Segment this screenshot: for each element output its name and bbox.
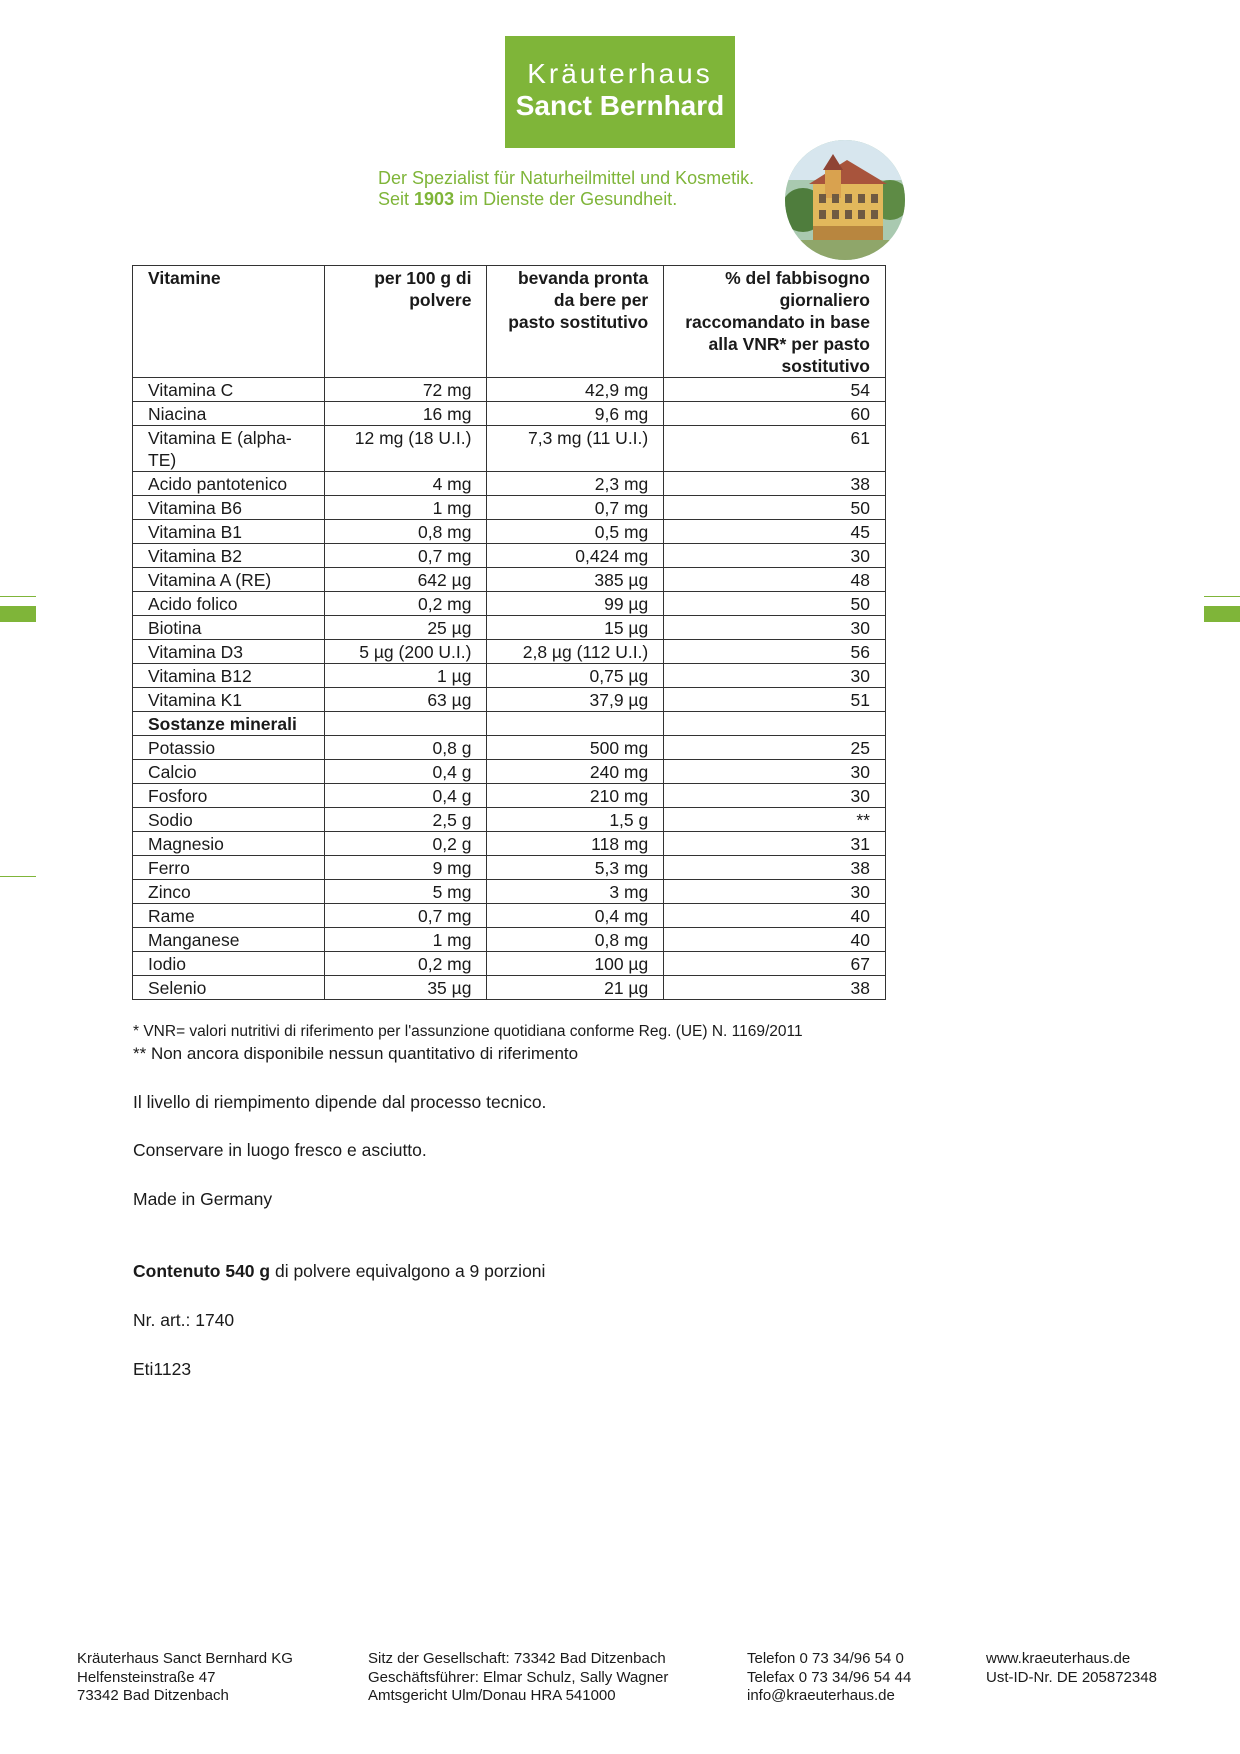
brand-logo-line2: Sanct Bernhard xyxy=(515,90,725,121)
daily-percent-cell: 48 xyxy=(664,568,886,592)
footer-phone: Telefon 0 73 34/96 54 0 xyxy=(747,1650,904,1667)
ready-drink-cell: 3 mg xyxy=(487,880,664,904)
table-row xyxy=(133,880,886,904)
footnote-no-reference: ** Non ancora disponibile nessun quantitativo di riferimento xyxy=(133,1044,579,1063)
footer-contact xyxy=(747,1650,911,1706)
ready-drink-cell: 0,4 mg xyxy=(487,904,664,928)
nutrient-name-cell: Manganese xyxy=(133,928,325,952)
tagline-year: 1903 xyxy=(414,189,455,209)
header-ready-drink: bevanda pronta da bere per pasto sostitutivo xyxy=(487,266,664,378)
per-100g-cell: 16 mg xyxy=(324,402,487,426)
table-row xyxy=(133,640,886,664)
daily-percent-cell: 60 xyxy=(664,402,886,426)
nutrient-name-cell: Vitamina B12 xyxy=(133,664,325,688)
per-100g-cell: 35 µg xyxy=(324,976,487,1000)
fold-mark-right xyxy=(1204,606,1240,622)
daily-percent-cell: 31 xyxy=(664,832,886,856)
nutrient-name-cell: Vitamina E (alpha-TE) xyxy=(133,426,325,472)
table-row xyxy=(133,592,886,616)
per-100g-cell: 5 mg xyxy=(324,880,487,904)
footer-company xyxy=(77,1650,293,1706)
per-100g-cell: 1 mg xyxy=(324,496,487,520)
table-row xyxy=(133,808,886,832)
daily-percent-cell: 30 xyxy=(664,664,886,688)
footer-website-link[interactable]: www.kraeuterhaus.de xyxy=(986,1650,1131,1667)
origin-note: Made in Germany xyxy=(133,1189,273,1209)
table-row xyxy=(133,402,886,426)
ready-drink-cell: 2,3 mg xyxy=(487,472,664,496)
ready-drink-cell: 2,8 µg (112 U.I.) xyxy=(487,640,664,664)
per-100g-cell: 0,2 mg xyxy=(324,952,487,976)
table-row xyxy=(133,472,886,496)
per-100g-cell: 12 mg (18 U.I.) xyxy=(324,426,487,472)
per-100g-cell: 2,5 g xyxy=(324,808,487,832)
ready-drink-cell: 15 µg xyxy=(487,616,664,640)
table-section-row xyxy=(133,712,886,736)
per-100g-cell: 0,8 g xyxy=(324,736,487,760)
ready-drink-cell: 0,424 mg xyxy=(487,544,664,568)
nutrient-name-cell: Zinco xyxy=(133,880,325,904)
ready-drink-cell: 21 µg xyxy=(487,976,664,1000)
brand-tagline xyxy=(378,168,754,210)
table-row xyxy=(133,736,886,760)
table-row xyxy=(133,496,886,520)
ready-drink-cell: 1,5 g xyxy=(487,808,664,832)
per-100g-cell: 1 mg xyxy=(324,928,487,952)
nutrient-name-cell: Iodio xyxy=(133,952,325,976)
tagline-line2: Seit 1903 im Dienste der Gesundheit. xyxy=(378,189,678,209)
ready-drink-cell: 9,6 mg xyxy=(487,402,664,426)
ready-drink-cell: 5,3 mg xyxy=(487,856,664,880)
table-row xyxy=(133,856,886,880)
daily-percent-cell: 40 xyxy=(664,904,886,928)
ready-drink-cell: 210 mg xyxy=(487,784,664,808)
fill-level-note: Il livello di riempimento dipende dal processo tecnico. xyxy=(133,1092,547,1112)
per-100g-cell xyxy=(324,712,487,736)
nutrient-name-cell: Vitamina B2 xyxy=(133,544,325,568)
article-number: Nr. art.: 1740 xyxy=(133,1310,235,1330)
per-100g-cell: 9 mg xyxy=(324,856,487,880)
nutrient-name-cell: Acido pantotenico xyxy=(133,472,325,496)
per-100g-cell: 0,4 g xyxy=(324,760,487,784)
footer-vat-id: Ust-ID-Nr. DE 205872348 xyxy=(986,1668,1157,1686)
table-row xyxy=(133,616,886,640)
daily-percent-cell: 25 xyxy=(664,736,886,760)
footnote-vnr: * VNR= valori nutritivi di riferimento per l'assunzione quotidiana conforme Reg. (UE) N. 1169/2011 xyxy=(133,1023,803,1040)
ready-drink-cell: 37,9 µg xyxy=(487,688,664,712)
nutrient-name-cell: Vitamina D3 xyxy=(133,640,325,664)
daily-percent-cell: 30 xyxy=(664,544,886,568)
footnotes xyxy=(133,1021,803,1065)
content-note: Contenuto 540 g di polvere equivalgono a 9 porzioni xyxy=(133,1261,546,1281)
fold-mark-line-right xyxy=(1204,596,1240,597)
ready-drink-cell: 0,5 mg xyxy=(487,520,664,544)
nutrient-name-cell: Potassio xyxy=(133,736,325,760)
footer-legal xyxy=(368,1650,668,1706)
nutrient-name-cell: Rame xyxy=(133,904,325,928)
nutrient-name-cell: Acido folico xyxy=(133,592,325,616)
header-vitamine: Vitamine xyxy=(133,266,325,378)
ready-drink-cell: 0,7 mg xyxy=(487,496,664,520)
ready-drink-cell: 240 mg xyxy=(487,760,664,784)
table-row xyxy=(133,568,886,592)
ready-drink-cell: 500 mg xyxy=(487,736,664,760)
daily-percent-cell: ** xyxy=(664,808,886,832)
daily-percent-cell: 38 xyxy=(664,976,886,1000)
nutrient-name-cell: Sostanze minerali xyxy=(133,712,325,736)
ready-drink-cell: 0,75 µg xyxy=(487,664,664,688)
daily-percent-cell: 30 xyxy=(664,760,886,784)
daily-percent-cell: 50 xyxy=(664,592,886,616)
per-100g-cell: 72 mg xyxy=(324,378,487,402)
table-row xyxy=(133,832,886,856)
table-row xyxy=(133,520,886,544)
ready-drink-cell: 118 mg xyxy=(487,832,664,856)
nutrition-table xyxy=(132,265,886,1000)
label-code: Eti1123 xyxy=(133,1359,192,1379)
footer-fax: Telefax 0 73 34/96 54 44 xyxy=(747,1668,912,1686)
fold-mark-line-lower-left xyxy=(0,876,36,877)
footer-email-link[interactable]: info@kraeuterhaus.de xyxy=(747,1687,895,1704)
daily-percent-cell xyxy=(664,712,886,736)
daily-percent-cell: 30 xyxy=(664,616,886,640)
per-100g-cell: 63 µg xyxy=(324,688,487,712)
table-row xyxy=(133,784,886,808)
footer-register: Amtsgericht Ulm/Donau HRA 541000 xyxy=(368,1687,616,1704)
nutrient-name-cell: Vitamina K1 xyxy=(133,688,325,712)
footer-seat: Sitz der Gesellschaft: 73342 Bad Ditzenbach xyxy=(368,1650,666,1667)
nutrient-name-cell: Selenio xyxy=(133,976,325,1000)
brand-logo-line1: Kräuterhaus xyxy=(527,58,713,89)
footer-city: 73342 Bad Ditzenbach xyxy=(77,1687,229,1704)
per-100g-cell: 0,2 g xyxy=(324,832,487,856)
table-row xyxy=(133,904,886,928)
daily-percent-cell: 40 xyxy=(664,928,886,952)
daily-percent-cell: 61 xyxy=(664,426,886,472)
header-per-100g: per 100 g di polvere xyxy=(324,266,487,378)
daily-percent-cell: 50 xyxy=(664,496,886,520)
table-header-row xyxy=(133,266,886,378)
content-amount: Contenuto 540 g xyxy=(133,1261,271,1281)
nutrient-name-cell: Vitamina B6 xyxy=(133,496,325,520)
daily-percent-cell: 54 xyxy=(664,378,886,402)
per-100g-cell: 0,7 mg xyxy=(324,904,487,928)
nutrient-name-cell: Calcio xyxy=(133,760,325,784)
per-100g-cell: 25 µg xyxy=(324,616,487,640)
ready-drink-cell: 7,3 mg (11 U.I.) xyxy=(487,426,664,472)
per-100g-cell: 1 µg xyxy=(324,664,487,688)
building-photo xyxy=(785,140,905,260)
table-row xyxy=(133,544,886,568)
storage-note: Conservare in luogo fresco e asciutto. xyxy=(133,1140,427,1160)
ready-drink-cell xyxy=(487,712,664,736)
per-100g-cell: 5 µg (200 U.I.) xyxy=(324,640,487,664)
nutrient-name-cell: Vitamina B1 xyxy=(133,520,325,544)
footer-company-name: Kräuterhaus Sanct Bernhard KG xyxy=(77,1650,293,1667)
brand-logo xyxy=(505,36,735,148)
per-100g-cell: 4 mg xyxy=(324,472,487,496)
nutrient-name-cell: Vitamina A (RE) xyxy=(133,568,325,592)
per-100g-cell: 642 µg xyxy=(324,568,487,592)
per-100g-cell: 0,2 mg xyxy=(324,592,487,616)
header-daily-percent: % del fabbisogno giornaliero raccomandato in base alla VNR* per pasto sostitutivo xyxy=(664,266,886,378)
table-row xyxy=(133,378,886,402)
ready-drink-cell: 385 µg xyxy=(487,568,664,592)
ready-drink-cell: 42,9 mg xyxy=(487,378,664,402)
daily-percent-cell: 30 xyxy=(664,880,886,904)
daily-percent-cell: 30 xyxy=(664,784,886,808)
per-100g-cell: 0,8 mg xyxy=(324,520,487,544)
nutrient-name-cell: Niacina xyxy=(133,402,325,426)
fold-mark-line-left xyxy=(0,596,36,597)
daily-percent-cell: 67 xyxy=(664,952,886,976)
building-illustration-icon xyxy=(785,140,905,260)
daily-percent-cell: 51 xyxy=(664,688,886,712)
table-row xyxy=(133,976,886,1000)
ready-drink-cell: 100 µg xyxy=(487,952,664,976)
nutrient-name-cell: Ferro xyxy=(133,856,325,880)
nutrient-name-cell: Sodio xyxy=(133,808,325,832)
table-row xyxy=(133,688,886,712)
fold-mark-left xyxy=(0,606,36,622)
table-row xyxy=(133,760,886,784)
footer-managers: Geschäftsführer: Elmar Schulz, Sally Wagner xyxy=(368,1668,669,1686)
per-100g-cell: 0,7 mg xyxy=(324,544,487,568)
nutrient-name-cell: Magnesio xyxy=(133,832,325,856)
daily-percent-cell: 56 xyxy=(664,640,886,664)
table-row xyxy=(133,952,886,976)
table-row xyxy=(133,664,886,688)
per-100g-cell: 0,4 g xyxy=(324,784,487,808)
table-row xyxy=(133,426,886,472)
daily-percent-cell: 38 xyxy=(664,472,886,496)
footer-street: Helfensteinstraße 47 xyxy=(77,1668,216,1686)
nutrient-name-cell: Vitamina C xyxy=(133,378,325,402)
nutrient-name-cell: Biotina xyxy=(133,616,325,640)
tagline-line1: Der Spezialist für Naturheilmittel und Kosmetik. xyxy=(378,168,755,188)
ready-drink-cell: 99 µg xyxy=(487,592,664,616)
footer-web xyxy=(986,1650,1157,1687)
daily-percent-cell: 38 xyxy=(664,856,886,880)
table-row xyxy=(133,928,886,952)
daily-percent-cell: 45 xyxy=(664,520,886,544)
ready-drink-cell: 0,8 mg xyxy=(487,928,664,952)
nutrient-name-cell: Fosforo xyxy=(133,784,325,808)
